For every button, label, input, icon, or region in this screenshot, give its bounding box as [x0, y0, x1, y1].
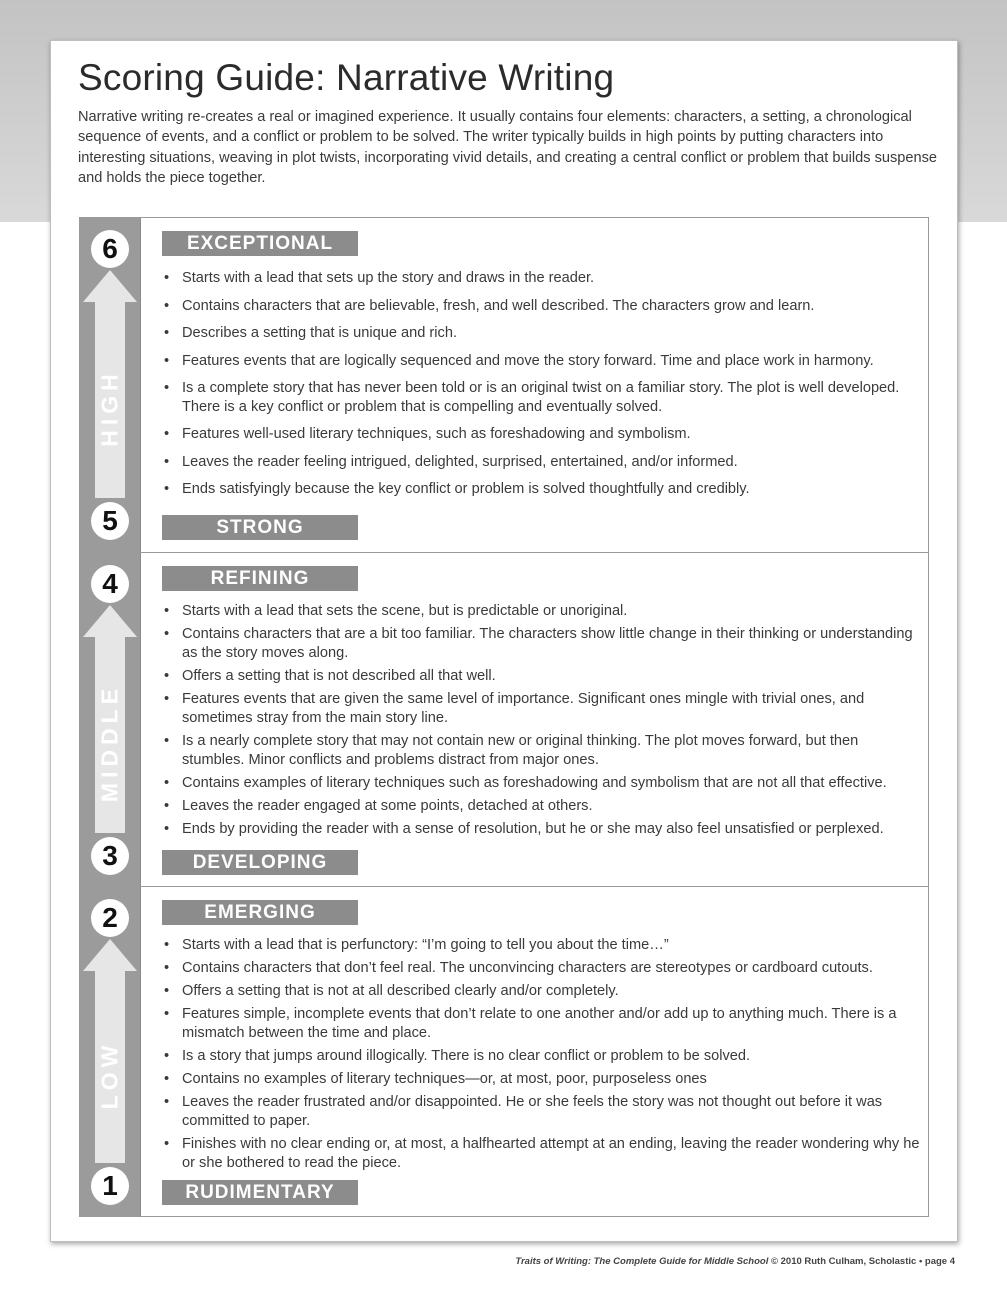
score-4: 4 [91, 565, 129, 603]
criterion-item: • Is a story that jumps around illogically. There is no clear conflict or problem to be solved. [162, 1047, 922, 1066]
up-arrow-icon [83, 270, 137, 302]
scoring-table [79, 217, 929, 1217]
footer-copyright: © 2010 Ruth Culham, Scholastic • page 4 [768, 1256, 955, 1267]
up-arrow-icon [83, 605, 137, 637]
footer-book-title: Traits of Writing: The Complete Guide for Middle School [515, 1256, 769, 1267]
criterion-item: • Features events that are logically sequenced and move the story forward. Time and place work in harmony. [162, 352, 922, 371]
criterion-item: • Contains characters that are a bit too familiar. The characters show little change in their thinking or understanding as the story moves along. [162, 625, 922, 663]
criterion-item: • Offers a setting that is not described all that well. [162, 667, 922, 686]
criterion-item: • Contains characters that are believable, fresh, and well described. The characters grow and learn. [162, 297, 922, 316]
criterion-item: • Is a nearly complete story that may not contain new or original thinking. The plot moves forward, but then stumbles. Minor conflicts and problems distract from major ones. [162, 732, 922, 770]
criterion-item: • Contains no examples of literary techniques—or, at most, poor, purposeless ones [162, 1070, 922, 1089]
criterion-item: • Ends by providing the reader with a sense of resolution, but he or she may also feel unsatisfied or perplexed. [162, 820, 922, 839]
score-5: 5 [91, 502, 129, 540]
criterion-item: • Offers a setting that is not at all described clearly and/or completely. [162, 982, 922, 1001]
document-page [50, 40, 958, 1242]
score-2: 2 [91, 899, 129, 937]
criterion-item: • Leaves the reader frustrated and/or disappointed. He or she feels the story was not thought out before it was committed to paper. [162, 1093, 922, 1131]
criterion-item: • Features events that are given the same level of importance. Significant ones mingle with trivial ones, and sometimes stray from the main story line. [162, 690, 922, 728]
criterion-item: • Leaves the reader feeling intrigued, delighted, surprised, entertained, and/or informed. [162, 453, 922, 472]
criterion-item: • Finishes with no clear ending or, at most, a halfhearted attempt at an ending, leaving the reader wondering why he or she bothered to read the piece. [162, 1135, 922, 1173]
label-emerging: EMERGING [162, 900, 358, 925]
level-label-high: HIGH [96, 369, 123, 447]
level-sidebar [80, 218, 141, 552]
footer-citation [515, 1256, 955, 1267]
band-middle [80, 552, 928, 887]
criterion-item: • Features well-used literary techniques, such as foreshadowing and symbolism. [162, 425, 922, 444]
level-label-low: LOW [96, 1040, 123, 1110]
score-6: 6 [91, 230, 129, 268]
criterion-item: • Contains characters that don’t feel real. The unconvincing characters are stereotypes or cardboard cutouts. [162, 959, 922, 978]
criterion-item: • Starts with a lead that sets the scene, but is predictable or unoriginal. [162, 602, 922, 621]
label-refining: REFINING [162, 566, 358, 591]
criterion-item: • Starts with a lead that is perfunctory: “I’m going to tell you about the time…” [162, 936, 922, 955]
intro-paragraph: Narrative writing re-creates a real or imagined experience. It usually contains four elements: characters, a setting, a chronological sequence of events, and a conflict or problem to be solved. The writer typically builds in high points by putting characters into interesting situations, weaving in plot twists, incorporating vivid details, and creating a central conflict or problem that builds suspense and holds the piece together. [78, 109, 938, 187]
label-exceptional: EXCEPTIONAL [162, 231, 358, 256]
score-1: 1 [91, 1167, 129, 1205]
criterion-item: • Features simple, incomplete events that don’t relate to one another and/or add up to anything much. There is a mismatch between the time and place. [162, 1005, 922, 1043]
label-rudimentary: RUDIMENTARY [162, 1180, 358, 1205]
label-strong: STRONG [162, 515, 358, 540]
score-3: 3 [91, 837, 129, 875]
band-high [80, 218, 928, 552]
criterion-item: • Starts with a lead that sets up the story and draws in the reader. [162, 269, 922, 288]
criterion-item: • Describes a setting that is unique and rich. [162, 324, 922, 343]
criterion-item: • Leaves the reader engaged at some points, detached at others. [162, 797, 922, 816]
level-sidebar [80, 887, 141, 1217]
band-low [80, 886, 928, 1217]
criterion-item: • Ends satisfyingly because the key conflict or problem is solved thoughtfully and credibly. [162, 480, 922, 499]
up-arrow-icon [83, 939, 137, 971]
label-developing: DEVELOPING [162, 850, 358, 875]
page-title: Scoring Guide: Narrative Writing [78, 57, 615, 98]
criteria-list [162, 936, 922, 1177]
level-sidebar [80, 553, 141, 887]
criteria-list [162, 602, 922, 843]
level-label-middle: MIDDLE [96, 683, 123, 803]
criterion-item: • Contains examples of literary techniques such as foreshadowing and symbolism that are not all that effective. [162, 774, 922, 793]
criteria-list [162, 269, 922, 508]
criterion-item: • Is a complete story that has never been told or is an original twist on a familiar story. The plot is well developed. There is a key conflict or problem that is compelling and eventually solved. [162, 379, 922, 416]
